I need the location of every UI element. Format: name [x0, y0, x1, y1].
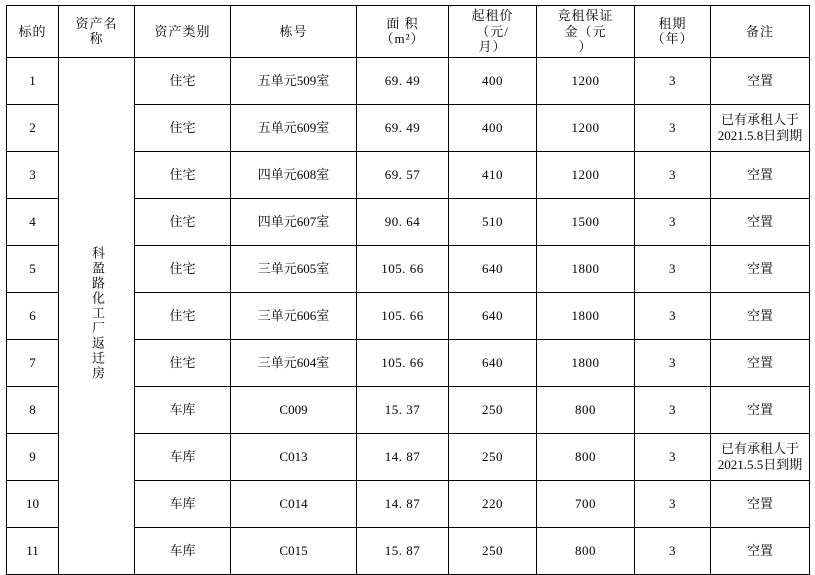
column-header-category [135, 6, 231, 58]
table-row [7, 57, 810, 104]
cell-building: 三单元605室 [231, 245, 357, 292]
cell-category: 车库 [135, 386, 231, 433]
column-header-price-line-3: 月） [478, 39, 507, 55]
cell-deposit: 1500 [537, 198, 635, 245]
cell-deposit: 1200 [537, 151, 635, 198]
cell-deposit: 1800 [537, 339, 635, 386]
cell-area: 14. 87 [357, 433, 449, 480]
cell-term: 3 [635, 292, 711, 339]
cell-no: 8 [7, 386, 59, 433]
cell-category: 住宅 [135, 245, 231, 292]
cell-building: 五单元609室 [231, 104, 357, 151]
column-header-asset-name [59, 6, 135, 58]
cell-no: 7 [7, 339, 59, 386]
cell-area: 105. 66 [357, 245, 449, 292]
cell-deposit: 700 [537, 480, 635, 527]
column-header-term [635, 6, 711, 58]
cell-building: C013 [231, 433, 357, 480]
cell-building: 四单元608室 [231, 151, 357, 198]
cell-no: 2 [7, 104, 59, 151]
cell-no: 1 [7, 57, 59, 104]
cell-term: 3 [635, 480, 711, 527]
cell-remark: 空置 [711, 292, 810, 339]
column-header-area-line-1: 面 积 [386, 15, 419, 31]
asset-listing-table [6, 5, 810, 575]
cell-no: 10 [7, 480, 59, 527]
column-header-area [357, 6, 449, 58]
cell-no: 5 [7, 245, 59, 292]
cell-no: 9 [7, 433, 59, 480]
column-header-asset-name-line-2: 称 [89, 31, 104, 47]
cell-price: 250 [449, 433, 537, 480]
column-header-no-line-1: 标的 [18, 23, 47, 39]
cell-term: 3 [635, 386, 711, 433]
cell-remark: 空置 [711, 339, 810, 386]
cell-deposit: 1200 [537, 104, 635, 151]
document-page [0, 5, 815, 558]
column-header-category-line-1: 资产类别 [154, 23, 211, 39]
column-header-term-line-2: （年） [651, 31, 694, 47]
cell-no: 4 [7, 198, 59, 245]
column-header-price-line-2: （元/ [476, 23, 509, 39]
column-header-asset-name-line-1: 资产名 [75, 15, 118, 31]
column-header-remark [711, 6, 810, 58]
cell-category: 住宅 [135, 198, 231, 245]
cell-area: 105. 66 [357, 292, 449, 339]
cell-price: 220 [449, 480, 537, 527]
cell-term: 3 [635, 151, 711, 198]
table-header [7, 6, 810, 58]
cell-category: 车库 [135, 433, 231, 480]
cell-term: 3 [635, 339, 711, 386]
cell-building: C015 [231, 527, 357, 574]
column-header-deposit-line-3: ） [578, 39, 593, 55]
cell-price: 640 [449, 292, 537, 339]
cell-building: 五单元509室 [231, 57, 357, 104]
column-header-building [231, 6, 357, 58]
cell-remark: 空置 [711, 151, 810, 198]
cell-term: 3 [635, 433, 711, 480]
cell-remark: 空置 [711, 57, 810, 104]
table-header-row [7, 6, 810, 58]
column-header-price [449, 6, 537, 58]
cell-building: 四单元607室 [231, 198, 357, 245]
column-header-term-line-1: 租期 [658, 15, 687, 31]
cell-price: 250 [449, 386, 537, 433]
cell-category: 住宅 [135, 339, 231, 386]
cell-remark: 空置 [711, 245, 810, 292]
column-header-area-line-2: （m²） [380, 31, 425, 47]
cell-price: 250 [449, 527, 537, 574]
cell-term: 3 [635, 527, 711, 574]
cell-deposit: 1200 [537, 57, 635, 104]
cell-deposit: 800 [537, 433, 635, 480]
cell-price: 410 [449, 151, 537, 198]
cell-deposit: 800 [537, 527, 635, 574]
column-header-deposit [537, 6, 635, 58]
cell-category: 车库 [135, 480, 231, 527]
cell-term: 3 [635, 245, 711, 292]
cell-remark: 空置 [711, 527, 810, 574]
cell-price: 640 [449, 339, 537, 386]
column-header-no [7, 6, 59, 58]
cell-area: 15. 87 [357, 527, 449, 574]
cell-category: 住宅 [135, 292, 231, 339]
column-header-remark-line-1: 备注 [745, 23, 774, 39]
cell-building: C009 [231, 386, 357, 433]
cell-category: 住宅 [135, 151, 231, 198]
cell-area: 69. 49 [357, 57, 449, 104]
column-header-building-line-1: 栋号 [279, 23, 308, 39]
cell-area: 69. 57 [357, 151, 449, 198]
asset-name-vertical-text: 科盈路化工厂返迁房 [89, 246, 105, 382]
cell-category: 住宅 [135, 104, 231, 151]
cell-building: 三单元604室 [231, 339, 357, 386]
cell-term: 3 [635, 104, 711, 151]
cell-no: 11 [7, 527, 59, 574]
cell-area: 15. 37 [357, 386, 449, 433]
cell-remark: 已有承租人于2021.5.5日到期 [711, 433, 810, 480]
column-header-price-line-1: 起租价 [471, 8, 514, 23]
table-body [7, 57, 810, 574]
cell-area: 69. 49 [357, 104, 449, 151]
cell-no: 3 [7, 151, 59, 198]
cell-remark: 空置 [711, 386, 810, 433]
cell-building: C014 [231, 480, 357, 527]
cell-asset-name [59, 57, 135, 574]
cell-area: 105. 66 [357, 339, 449, 386]
column-header-deposit-line-2: 金（元 [564, 23, 607, 39]
cell-price: 400 [449, 104, 537, 151]
cell-remark: 已有承租人于2021.5.8日到期 [711, 104, 810, 151]
cell-remark: 空置 [711, 198, 810, 245]
cell-building: 三单元606室 [231, 292, 357, 339]
cell-no: 6 [7, 292, 59, 339]
cell-deposit: 800 [537, 386, 635, 433]
column-header-deposit-line-1: 竞租保证 [557, 8, 614, 23]
cell-price: 400 [449, 57, 537, 104]
cell-price: 640 [449, 245, 537, 292]
cell-deposit: 1800 [537, 292, 635, 339]
cell-remark: 空置 [711, 480, 810, 527]
cell-deposit: 1800 [537, 245, 635, 292]
cell-price: 510 [449, 198, 537, 245]
cell-category: 车库 [135, 527, 231, 574]
cell-term: 3 [635, 198, 711, 245]
cell-term: 3 [635, 57, 711, 104]
cell-area: 14. 87 [357, 480, 449, 527]
cell-category: 住宅 [135, 57, 231, 104]
cell-area: 90. 64 [357, 198, 449, 245]
